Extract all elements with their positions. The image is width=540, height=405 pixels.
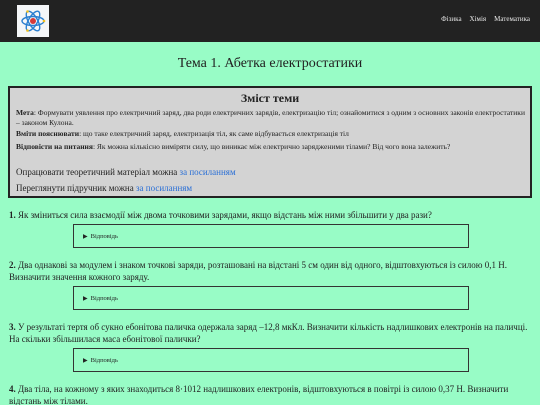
atom-icon: [19, 7, 47, 35]
question-text: У результаті тертя об сукно ебонітова паличка одержала заряд –12,8 мкКл. Визначити кількість надлишкових електронів на паличці. На скільки збільшилася маса ебонітової палички?: [9, 322, 528, 344]
triangle-right-icon: ▶: [83, 295, 88, 302]
answer-label: Відповідь: [90, 232, 118, 240]
nav-links: [441, 15, 530, 23]
goal-text: : Формувати уявлення про електричний заряд, два роди електричних зарядів, електризацію тіл; ознайомитися з одним з основних законів електростатики – законом Кулона.: [16, 108, 525, 127]
answer-toggle-2[interactable]: [73, 286, 469, 310]
answer-toggle-3[interactable]: [73, 348, 469, 372]
question-text: Два тіла, на кожному з яких знаходиться 8·1012 надлишкових електронів, відштовхуються в повітрі із силою 0,37 Н. Визначити відстань між тілами.: [9, 384, 509, 405]
topic-skills: [16, 129, 526, 139]
textbook-text: Переглянути підручник можна: [16, 183, 136, 193]
answer-toggle-1[interactable]: [73, 224, 469, 248]
topic-goal: [16, 108, 526, 128]
goal-label: Мета: [16, 108, 34, 117]
question-4: [9, 383, 529, 405]
question-number: 2.: [9, 260, 16, 270]
theory-text: Опрацювати теоретичний матеріал можна: [16, 167, 180, 177]
question-text: Як зміниться сила взаємодії між двома точковими зарядами, якщо відстань між ними збільшити у два рази?: [15, 210, 432, 220]
topic-content-box: [8, 86, 532, 198]
topic-questions: [16, 142, 526, 152]
answer-label: Відповідь: [90, 294, 118, 302]
theory-link[interactable]: за посиланням: [179, 167, 236, 177]
triangle-right-icon: ▶: [83, 233, 88, 240]
question-3: [9, 321, 529, 345]
page-title: Тема 1. Абетка електростатики: [177, 56, 363, 71]
question-1: [9, 209, 529, 221]
navbar: [0, 0, 540, 42]
nav-link-physics[interactable]: Фізика: [441, 15, 462, 23]
answer-label: Відповісти на питання: [16, 142, 93, 151]
triangle-right-icon: ▶: [83, 357, 88, 364]
topic-heading: Зміст теми: [240, 91, 300, 105]
nav-link-chemistry[interactable]: Хімія: [469, 15, 487, 23]
question-number: 4.: [9, 384, 16, 394]
skills-text: : що таке електричний заряд, електризація тіл, як саме відбувається електризація тіл: [79, 129, 349, 138]
question-2: [9, 259, 529, 283]
textbook-link[interactable]: за посиланням: [135, 183, 193, 193]
theory-line: [16, 167, 236, 177]
question-number: 1.: [9, 210, 16, 220]
answer-label: Відповідь: [90, 356, 118, 364]
skills-label: Вміти пояснювати: [16, 129, 80, 138]
question-number: 3.: [9, 322, 16, 332]
site-logo[interactable]: [17, 5, 49, 37]
question-text: Два однакові за модулем і знаком точкові заряди, розташовані на відстані 5 см один від одного, відштовхуються із силою 0,1 Н. Визначити значення кожного заряду.: [9, 260, 507, 282]
answer-text: : Як можна кількісно виміряти силу, що виникає між електрично зарядженими тілами? Від чого вона залежить?: [92, 142, 451, 151]
textbook-line: [16, 183, 192, 193]
nav-link-math[interactable]: Математика: [494, 15, 530, 23]
